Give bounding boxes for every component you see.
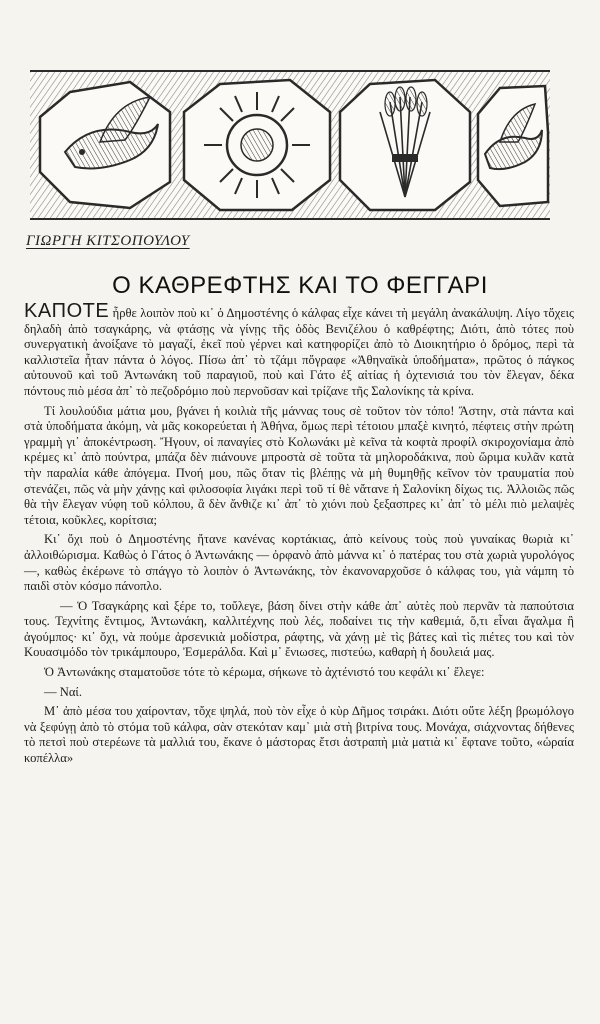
paragraph: — Ναί. (44, 684, 82, 699)
dove-icon (40, 82, 170, 208)
paragraph: Ὁ Ἀντωνάκης σταματοῦσε τότε τὸ κέρωμα, σήκωνε τὸ ἀχτένιστό του κεφάλι κι᾿ ἔλεγε: (44, 665, 485, 680)
paragraph: — Ὁ Τσαγκάρης καὶ ξέρε το, τοὔλεγε, βάση δίνει στὴν κάθε ἀπ᾿ αὐτὲς ποὺ περνᾶν τὰ παπούτσια τους. Τεχνίτης ἔντιμος, Ἀντωνάκη, καλλιτέχνης ποὺ λές, ποδαίνει τις τὴν καθεμιά, ὅ,τι εἶναι ἄγαλμα ἢ ἀγούμπος· κι᾿ ὄχι, νὰ πούμε ἀρσενικιὰ μοδίστρα, ράφτης, νὰ χάνῃ μὲ τὶς βάτες καὶ τὶς πιέτες του καὶ τὸν Κουασιμόδο τὸν τρικάμπουρο, Ἐσμεράλδα. Καὶ μ᾿ ἔνιωσες, πιστεύω, καθαρὴ ἡ δουλειά μας. (24, 598, 574, 660)
dove-icon (478, 86, 548, 206)
sun-icon (184, 80, 330, 210)
paragraph: Μ᾿ ἀπὸ μέσα του χαίρονταν, τὄχε ψηλά, ποὺ τὸν εἶχε ὁ κὺρ Δῆμος τσιράκι. Διότι οὔτε λέξη βρωμόλογο νὰ ξεφύγῃ ἀπὸ τὸ στόμα τοῦ κάλφα, σὰν στεκόταν καμ᾿ μιὰ στὴ βιτρίνα τους. Μονάχα, σιάχνοντας δήθενες τὸ πετσὶ ποὺ στερέωνε τὰ μαλλιά του, ἔκανε ὁ μάστορας ἔτσι ἀστραπὴ μιὰ ματιὰ κι᾿ ἔφτανε τοῦτο, «ὡραία κοπέλλα» (24, 704, 574, 766)
drop-cap-word: ΚΑΠΟΤΕ (24, 300, 110, 322)
paragraph: Τί λουλούδια μάτια μου, βγάνει ἡ κοιλιὰ τῆς μάννας τους σὲ τοῦτον τὸν τόπο! Ἄστην, στὰ πάντα καὶ στὰ ὑποδήματα ἀκόμη, νὰ μᾶς κοκορεύεται ἡ Ἀθήνα, ὅμως περὶ τέτοιου μπαξὲ κινητό, πέφτεις στὴν πρώτη γραμμὴ γι᾿ ἀποκέντρωση. Ἤγουν, οἱ παναγίες στὸ Κολωνάκι μὲ κεῖνα τὰ κοφτὰ προφίλ σκιροχονίαμα ἀπὸ κρέμες κι᾿ ἀπὸ πούντρα, μπάζα δὲν πιάνουνε μπροστὰ σὲ τοῦτα τὰ μηλοροδάκινα, ποὺ ὥριμα κυλᾶν κατὰ τὴν παραλία κάθε ἀπόγεμα. Πνοή μου, πῶς ὅταν τὶς βλέπῃς νὰ μὴ θυμηθῇς κεῖνον τὸν τραυματία ποὺ στενάζει, πῶς νὰ μὴν χάνῃς καὶ φιλοσοφία λιγάκι περὶ τοῦ τί θὲ νἄτανε ἡ Σαλονίκη δίχως τις. Ἀλλοιῶς πῶς θὰ τὴν ἔλεγαν νύφη τοῦ κόλπου, ἂ δὲν ἄνθιζε κι᾿ ἀπ᾿ τὸ χιόνι ποὺ ξεξασπρες κι᾿ ἀπ᾿ τὸ μέλι πιὸ μελαψὲς τέτοια, κοῦκλες, κορίτσια; (24, 403, 574, 527)
paragraph: ΚΑΠΟΤΕ ἦρθε λοιπὸν ποὺ κι᾿ ὁ Δημοστένης ὁ κάλφας εἶχε κάνει τὴ μεγάλη ἀνακάλυψη. Λίγο τὄχεις δηλαδὴ ἀπὸ τσαγκάρης, νὰ φτάσῃς νὰ γίνῃς τῆς ὁδὸς Βενιζέλου ὁ καθρέφτης; Διότι, ἀπὸ τότες ποὺ συνεργατικὴ ἀνοίξανε τὸ μαγαζί, ἐκεῖ ποὺ γέρνει καὶ κατηφορίζει ἀπὸ τὸ Διοικητήριο ὁ δρόμος, περὶ τὰ καλλιστεῖα ἦταν πάντα ὁ λόγος. Πίσω ἀπ᾿ τὸ τζάμι πὄγραφε «Ἀθηναϊκὰ ὑποδήματα», πρῶτος ὁ πάγκος αὐτουνοῦ καὶ τοῦ Ἀντωνάκη τοῦ παραγιοῦ, ποὺ καὶ Γάτο ἐξ αἰτίας ἡ ὀχτενισιά του τὸν ἔλεγαν, δέκα πόντους πιὸ μέσα ἀπ᾿ τὸ πεζοδρόμιο ποὺ περνοῦσαν καὶ τρίζανε τῆς Σαλονίκης τὰ κρίνα. (24, 300, 574, 398)
author-byline: ΓΙΩΡΓΗ ΚΙΤΣΟΠΟΥΛΟΥ (26, 233, 190, 249)
paragraph: Κι᾿ ὄχι ποὺ ὁ Δημοστένης ἤτανε κανένας κορτάκιας, ἀπὸ κείνους τοὺς ποὺ γυναίκας θωριὰ κι᾿ ἀλλοιθώρισμα. Καθὼς ὁ Γάτος ὁ Ἀντωνάκης — ὀρφανὸ ἀπὸ μάννα κι᾿ ὁ πατέρας του στὰ χωριὰ γυρολόγος —, καθὼς ἐκέρωνε τὸ σπάγγο τὸ λοιπὸν ὁ Ἀντωνάκης, τὸν ἐκανοναρχοῦσε ὁ κάλφας του, γιὰ νάμπη τὸ παιδὶ στὸν κόσμο πάνοπλο. (24, 532, 574, 594)
article-body (24, 300, 574, 771)
article-title: Ο ΚΑΘΡΕΦΤΗΣ ΚΑΙ ΤΟ ΦΕΓΓΑΡΙ (112, 272, 488, 299)
decorative-woodcut-banner (30, 70, 550, 220)
wheat-sheaf-icon (340, 80, 470, 210)
